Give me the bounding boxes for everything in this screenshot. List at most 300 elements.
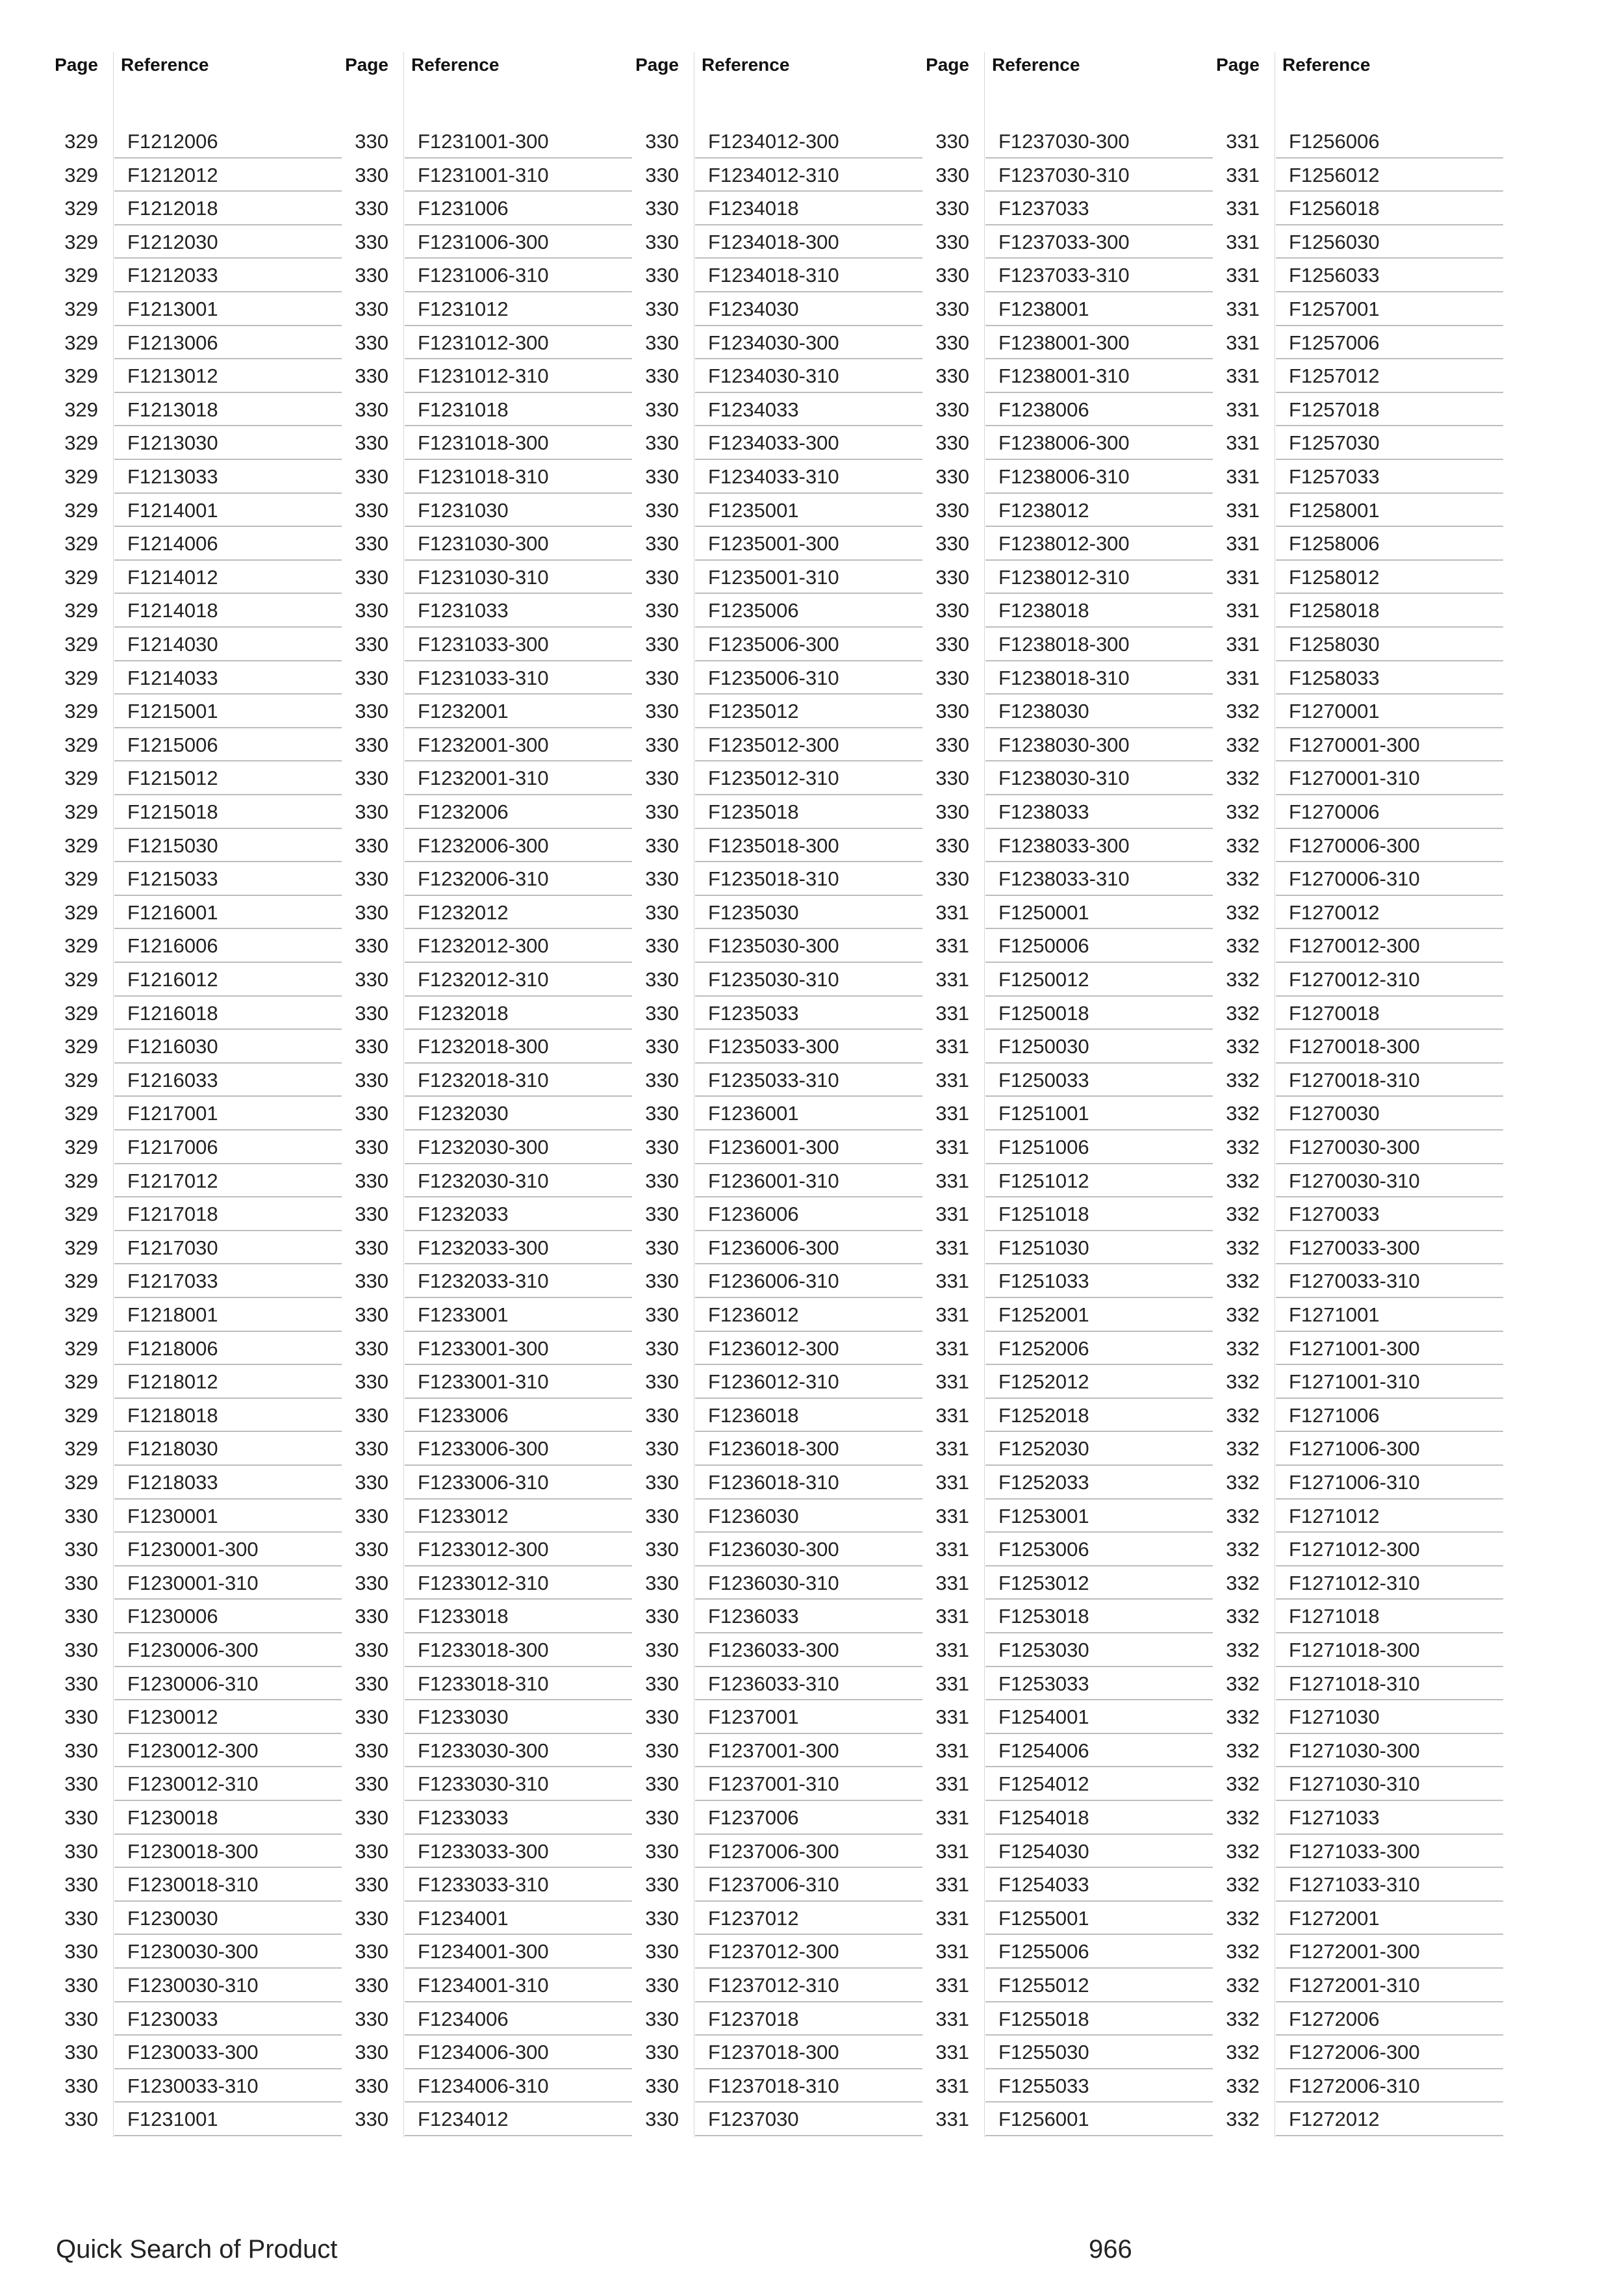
- page-number-cell: 331: [935, 2041, 969, 2064]
- reference-cell: F1237018-300: [708, 2041, 839, 2064]
- reference-cell: F1238018-310: [998, 666, 1130, 689]
- reference-cell: F1250018: [998, 1001, 1089, 1025]
- table-row: [633, 1164, 922, 1198]
- reference-cell: F1234001-300: [418, 1940, 549, 1963]
- page-number-cell: 331: [935, 1706, 969, 1729]
- reference-cell: F1218018: [127, 1403, 218, 1427]
- reference-cell: F1231012-300: [418, 331, 549, 354]
- reference-cell: F1271006: [1289, 1403, 1380, 1427]
- table-row: [924, 1500, 1213, 1533]
- table-row: [633, 1566, 922, 1600]
- reference-cell: F1271033: [1289, 1806, 1380, 1829]
- table-row: [343, 393, 632, 427]
- table-row: [343, 896, 632, 930]
- reference-cell: F1233001-310: [418, 1370, 549, 1394]
- page-number-cell: 332: [1226, 1839, 1260, 1863]
- page-number-cell: 330: [355, 700, 388, 723]
- reference-cell: F1271001-310: [1289, 1370, 1420, 1394]
- table-row: [1214, 1969, 1503, 2002]
- page-number-cell: 329: [64, 934, 98, 958]
- reference-cell: F1235001-310: [708, 565, 839, 589]
- table-row: [924, 963, 1213, 997]
- table-row: [1214, 225, 1503, 259]
- reference-cell: F1271030-300: [1289, 1739, 1420, 1762]
- reference-cell: F1216033: [127, 1068, 218, 1092]
- page-number-cell: 330: [645, 1203, 679, 1226]
- table-row: [53, 2002, 342, 2036]
- table-row: [1214, 1131, 1503, 1164]
- reference-cell: F1234012-300: [708, 130, 839, 153]
- page-number-cell: 331: [935, 1471, 969, 1494]
- column-header-reference: Reference: [411, 55, 500, 75]
- reference-cell: F1256001: [998, 2108, 1089, 2131]
- table-row: [924, 1633, 1213, 1667]
- table-row: [343, 1533, 632, 1566]
- reference-cell: F1212018: [127, 197, 218, 220]
- table-row: [633, 761, 922, 795]
- column-header-reference: Reference: [702, 55, 790, 75]
- table-row: [924, 1835, 1213, 1869]
- page-number-cell: 330: [64, 1672, 98, 1695]
- page-number-cell: 330: [355, 1940, 388, 1963]
- page-number-cell: 330: [645, 364, 679, 388]
- page-number-cell: 331: [1226, 364, 1260, 388]
- reference-cell: F1237012-310: [708, 1974, 839, 1997]
- page-number-cell: 329: [64, 599, 98, 622]
- page-number-cell: 330: [64, 1571, 98, 1594]
- table-row: [343, 192, 632, 225]
- reference-cell: F1232030-310: [418, 1169, 549, 1192]
- reference-cell: F1238006-300: [998, 431, 1130, 455]
- table-row: [1214, 159, 1503, 192]
- page-number-cell: 330: [355, 867, 388, 891]
- table-row: [343, 997, 632, 1030]
- reference-cell: F1235001-300: [708, 532, 839, 556]
- table-row: [343, 1835, 632, 1869]
- reference-cell: F1232030: [418, 1102, 509, 1125]
- table-row: [924, 1365, 1213, 1399]
- table-row: [1214, 1533, 1503, 1566]
- reference-cell: F1216018: [127, 1001, 218, 1025]
- table-row: [924, 292, 1213, 326]
- table-row: [53, 225, 342, 259]
- page-number-cell: 330: [355, 1772, 388, 1796]
- page-number-cell: 331: [935, 1336, 969, 1360]
- page-number-cell: 332: [1226, 1303, 1260, 1326]
- table-row: [924, 1902, 1213, 1935]
- page-number-cell: 330: [355, 834, 388, 857]
- table-row: [924, 1064, 1213, 1097]
- reference-cell: F1256018: [1289, 197, 1380, 220]
- page-number-cell: 329: [64, 1270, 98, 1293]
- column-header-page: Page: [345, 55, 388, 75]
- page-number-cell: 330: [355, 398, 388, 421]
- table-row: [343, 2002, 632, 2036]
- reference-cell: F1230033-310: [127, 2074, 259, 2097]
- table-row: [1214, 1197, 1503, 1231]
- reference-cell: F1236030: [708, 1504, 799, 1527]
- reference-cell: F1238018-300: [998, 633, 1130, 656]
- reference-cell: F1250012: [998, 968, 1089, 991]
- page-number-cell: 332: [1226, 901, 1260, 924]
- reference-cell: F1270030-300: [1289, 1136, 1420, 1158]
- reference-cell: F1212030: [127, 230, 218, 253]
- reference-cell: F1255018: [998, 2007, 1089, 2030]
- table-row: [924, 225, 1213, 259]
- table-row: [343, 1231, 632, 1265]
- reference-cell: F1237018: [708, 2007, 799, 2030]
- page-number-cell: 330: [355, 1538, 388, 1561]
- table-row: [924, 1466, 1213, 1500]
- reference-cell: F1250001: [998, 901, 1089, 924]
- page-number-cell: 330: [645, 599, 679, 622]
- page-number-cell: 330: [645, 800, 679, 823]
- page-number-cell: 331: [1226, 498, 1260, 522]
- page-number-cell: 330: [355, 1571, 388, 1594]
- page-number-cell: 331: [935, 1102, 969, 1125]
- page-number-cell: 330: [64, 1940, 98, 1963]
- table-row: [633, 426, 922, 460]
- page-number-cell: 329: [64, 1403, 98, 1427]
- reference-cell: F1214006: [127, 532, 218, 556]
- reference-cell: F1233012-300: [418, 1538, 549, 1561]
- table-row: [1214, 326, 1503, 360]
- table-row: [924, 628, 1213, 661]
- table-row: [343, 1868, 632, 1902]
- table-row: [633, 1633, 922, 1667]
- table-row: [1214, 1835, 1503, 1869]
- page-number-cell: 329: [64, 498, 98, 522]
- page-number-cell: 330: [935, 298, 969, 320]
- page-number-cell: 330: [355, 565, 388, 589]
- page-number-cell: 330: [645, 1303, 679, 1326]
- table-row: [343, 862, 632, 896]
- table-row: [53, 494, 342, 528]
- table-row: [924, 661, 1213, 695]
- page-number-cell: 331: [935, 1672, 969, 1695]
- reference-cell: F1217006: [127, 1136, 218, 1158]
- reference-cell: F1237001-310: [708, 1772, 839, 1796]
- table-row: [633, 896, 922, 930]
- table-row: [343, 1734, 632, 1768]
- table-row: [53, 1298, 342, 1332]
- table-row: [53, 192, 342, 225]
- table-row: [53, 1231, 342, 1265]
- reference-cell: F1251018: [998, 1203, 1089, 1226]
- table-row: [343, 1500, 632, 1533]
- table-row: [53, 1030, 342, 1064]
- page-number-cell: 330: [64, 1639, 98, 1661]
- page-number-cell: 329: [64, 1001, 98, 1025]
- reference-cell: F1235006-310: [708, 666, 839, 689]
- table-row: [924, 1131, 1213, 1164]
- reference-cell: F1234018: [708, 197, 799, 220]
- table-row: [343, 326, 632, 360]
- table-row: [924, 1164, 1213, 1198]
- table-row: [343, 695, 632, 728]
- reference-cell: F1271018-300: [1289, 1639, 1420, 1661]
- table-row: [633, 359, 922, 393]
- reference-cell: F1237030-310: [998, 163, 1130, 186]
- reference-cell: F1213033: [127, 465, 218, 488]
- table-row: [924, 159, 1213, 192]
- reference-cell: F1232012: [418, 901, 509, 924]
- table-row: [53, 460, 342, 494]
- table-row: [53, 561, 342, 594]
- page-number-cell: 330: [645, 1839, 679, 1863]
- row-divider: [114, 2135, 342, 2136]
- page-number-cell: 329: [64, 431, 98, 455]
- page-number-cell: 331: [1226, 666, 1260, 689]
- reference-cell: F1251001: [998, 1102, 1089, 1125]
- page-number-cell: 330: [355, 1806, 388, 1829]
- page-number-cell: 332: [1226, 1706, 1260, 1729]
- reference-cell: F1231030: [418, 498, 509, 522]
- column-header-page: Page: [55, 55, 98, 75]
- reference-cell: F1271033-310: [1289, 1873, 1420, 1897]
- table-row: [924, 393, 1213, 427]
- reference-cell: F1270012: [1289, 901, 1380, 924]
- page-number-cell: 330: [64, 1906, 98, 1930]
- page-number-cell: 330: [355, 1605, 388, 1628]
- table-row: [1214, 561, 1503, 594]
- reference-cell: F1271033-300: [1289, 1839, 1420, 1863]
- page-number-cell: 330: [645, 264, 679, 287]
- page-number-cell: 330: [645, 2007, 679, 2030]
- table-row: [924, 1264, 1213, 1298]
- table-row: [633, 1700, 922, 1734]
- page-number-cell: 332: [1226, 1102, 1260, 1125]
- reference-cell: F1235018-300: [708, 834, 839, 857]
- reference-cell: F1253030: [998, 1639, 1089, 1661]
- table-row: [1214, 1600, 1503, 1633]
- table-row: [343, 1332, 632, 1366]
- page-number-cell: 330: [935, 599, 969, 622]
- reference-cell: F1235018-310: [708, 867, 839, 891]
- table-row: [53, 661, 342, 695]
- page-number-cell: 330: [355, 1169, 388, 1192]
- page-number-cell: 330: [355, 901, 388, 924]
- page-number-cell: 329: [64, 197, 98, 220]
- reference-cell: F1251033: [998, 1270, 1089, 1293]
- page-number-cell: 332: [1226, 1370, 1260, 1394]
- page-number-cell: 330: [355, 666, 388, 689]
- table-row: [53, 259, 342, 292]
- page-number-cell: 331: [935, 1906, 969, 1930]
- page-number-cell: 329: [64, 666, 98, 689]
- table-row: [633, 997, 922, 1030]
- table-row: [343, 1097, 632, 1131]
- page-number-cell: 330: [645, 1068, 679, 1092]
- reference-cell: F1230012-310: [127, 1772, 259, 1796]
- table-row: [343, 963, 632, 997]
- table-row: [1214, 259, 1503, 292]
- reference-cell: F1218001: [127, 1303, 218, 1326]
- table-row: [343, 2036, 632, 2069]
- reference-cell: F1232012-300: [418, 934, 549, 958]
- table-row: [924, 326, 1213, 360]
- reference-cell: F1235006-300: [708, 633, 839, 656]
- column-header-reference: Reference: [121, 55, 209, 75]
- table-row: [633, 1835, 922, 1869]
- table-row: [924, 1767, 1213, 1801]
- page-number-cell: 329: [64, 1136, 98, 1158]
- table-row: [924, 2002, 1213, 2036]
- table-row: [53, 728, 342, 762]
- reference-cell: F1236012: [708, 1303, 799, 1326]
- page-number-cell: 329: [64, 633, 98, 656]
- page-number-cell: 330: [645, 532, 679, 556]
- reference-cell: F1235006: [708, 599, 799, 622]
- reference-cell: F1254001: [998, 1706, 1089, 1729]
- page-number-cell: 330: [645, 733, 679, 756]
- reference-cell: F1251006: [998, 1136, 1089, 1158]
- reference-cell: F1233018: [418, 1605, 509, 1628]
- table-row: [633, 594, 922, 628]
- table-row: [1214, 1231, 1503, 1265]
- table-row: [633, 929, 922, 963]
- page-number-cell: 331: [935, 1303, 969, 1326]
- page-number-cell: 330: [935, 532, 969, 556]
- table-row: [633, 292, 922, 326]
- table-row: [53, 2102, 342, 2136]
- table-row: [1214, 527, 1503, 561]
- reference-cell: F1236018-300: [708, 1437, 839, 1461]
- column-header-page: Page: [635, 55, 679, 75]
- reference-cell: F1254006: [998, 1739, 1089, 1762]
- table-row: [924, 2069, 1213, 2103]
- table-row: [53, 1835, 342, 1869]
- table-row: [924, 997, 1213, 1030]
- page-number-cell: 330: [645, 331, 679, 354]
- table-row: [633, 2102, 922, 2136]
- table-row: [1214, 594, 1503, 628]
- reference-cell: F1217030: [127, 1236, 218, 1259]
- page-number-cell: 332: [1226, 968, 1260, 991]
- table-row: [53, 2036, 342, 2069]
- reference-cell: F1231001-310: [418, 163, 549, 186]
- page-number-cell: 330: [355, 1370, 388, 1394]
- page-number-cell: 330: [645, 1236, 679, 1259]
- reference-cell: F1234018-300: [708, 230, 839, 253]
- table-row: [633, 1197, 922, 1231]
- table-row: [924, 1197, 1213, 1231]
- reference-cell: F1230001-310: [127, 1571, 259, 1594]
- page-number-cell: 330: [355, 498, 388, 522]
- page-number-cell: 330: [355, 1906, 388, 1930]
- reference-cell: F1238006-310: [998, 465, 1130, 488]
- table-row: [53, 829, 342, 863]
- reference-cell: F1218033: [127, 1471, 218, 1494]
- page-number-cell: 330: [355, 1270, 388, 1293]
- reference-cell: F1237006-310: [708, 1873, 839, 1897]
- page-number-cell: 331: [935, 1437, 969, 1461]
- reference-cell: F1213001: [127, 298, 218, 320]
- table-row: [924, 460, 1213, 494]
- reference-cell: F1233033-310: [418, 1873, 549, 1897]
- reference-cell: F1236033-300: [708, 1639, 839, 1661]
- page-number-cell: 331: [935, 1270, 969, 1293]
- table-row: [633, 628, 922, 661]
- reference-cell: F1233001: [418, 1303, 509, 1326]
- table-row: [53, 1097, 342, 1131]
- table-row: [1214, 1332, 1503, 1366]
- table-row: [633, 2069, 922, 2103]
- reference-cell: F1231033: [418, 599, 509, 622]
- reference-cell: F1256033: [1289, 264, 1380, 287]
- table-row: [924, 1667, 1213, 1701]
- page-number-cell: 329: [64, 1169, 98, 1192]
- reference-cell: F1238006: [998, 398, 1089, 421]
- table-row: [53, 1667, 342, 1701]
- footer-page-number: 966: [1089, 2235, 1132, 2264]
- reference-cell: F1237001-300: [708, 1739, 839, 1762]
- page-number-cell: 332: [1226, 1639, 1260, 1661]
- page-number-cell: 330: [935, 700, 969, 723]
- reference-cell: F1215030: [127, 834, 218, 857]
- page-number-cell: 330: [935, 800, 969, 823]
- table-row: [1214, 1767, 1503, 1801]
- table-row: [343, 1667, 632, 1701]
- table-row: [343, 1633, 632, 1667]
- page-number-cell: 332: [1226, 1270, 1260, 1293]
- table-row: [53, 1064, 342, 1097]
- table-row: [924, 862, 1213, 896]
- page-number-cell: 331: [935, 2108, 969, 2131]
- reference-cell: F1235033-310: [708, 1068, 839, 1092]
- table-row: [924, 1432, 1213, 1466]
- table-row: [343, 426, 632, 460]
- table-row: [53, 1902, 342, 1935]
- reference-cell: F1232001: [418, 700, 509, 723]
- page-number-cell: 330: [645, 666, 679, 689]
- reference-cell: F1238033-310: [998, 867, 1130, 891]
- page-number-cell: 331: [935, 1639, 969, 1661]
- page-number-cell: 330: [935, 465, 969, 488]
- page-number-cell: 331: [935, 1001, 969, 1025]
- page-number-cell: 329: [64, 800, 98, 823]
- table-row: [53, 1131, 342, 1164]
- page-number-cell: 330: [64, 1806, 98, 1829]
- page-number-cell: 330: [645, 1471, 679, 1494]
- page-number-cell: 329: [64, 130, 98, 153]
- page-number-cell: 331: [1226, 532, 1260, 556]
- table-row: [343, 929, 632, 963]
- table-row: [1214, 1667, 1503, 1701]
- reference-cell: F1258006: [1289, 532, 1380, 556]
- page-number-cell: 329: [64, 230, 98, 253]
- table-row: [924, 896, 1213, 930]
- reference-cell: F1236030-300: [708, 1538, 839, 1561]
- reference-cell: F1251012: [998, 1169, 1089, 1192]
- reference-cell: F1270018-310: [1289, 1068, 1420, 1092]
- table-row: [633, 1500, 922, 1533]
- table-row: [343, 728, 632, 762]
- table-row: [924, 594, 1213, 628]
- page-number-cell: 330: [645, 498, 679, 522]
- page-number-cell: 330: [355, 298, 388, 320]
- reference-cell: F1234018-310: [708, 264, 839, 287]
- page-number-cell: 329: [64, 1336, 98, 1360]
- table-row: [633, 862, 922, 896]
- reference-cell: F1271018-310: [1289, 1672, 1420, 1695]
- reference-cell: F1230030-310: [127, 1974, 259, 1997]
- page-number-cell: 330: [355, 1672, 388, 1695]
- table-row: [924, 728, 1213, 762]
- page-number-cell: 330: [645, 1403, 679, 1427]
- table-row: [924, 1600, 1213, 1633]
- reference-cell: F1252033: [998, 1471, 1089, 1494]
